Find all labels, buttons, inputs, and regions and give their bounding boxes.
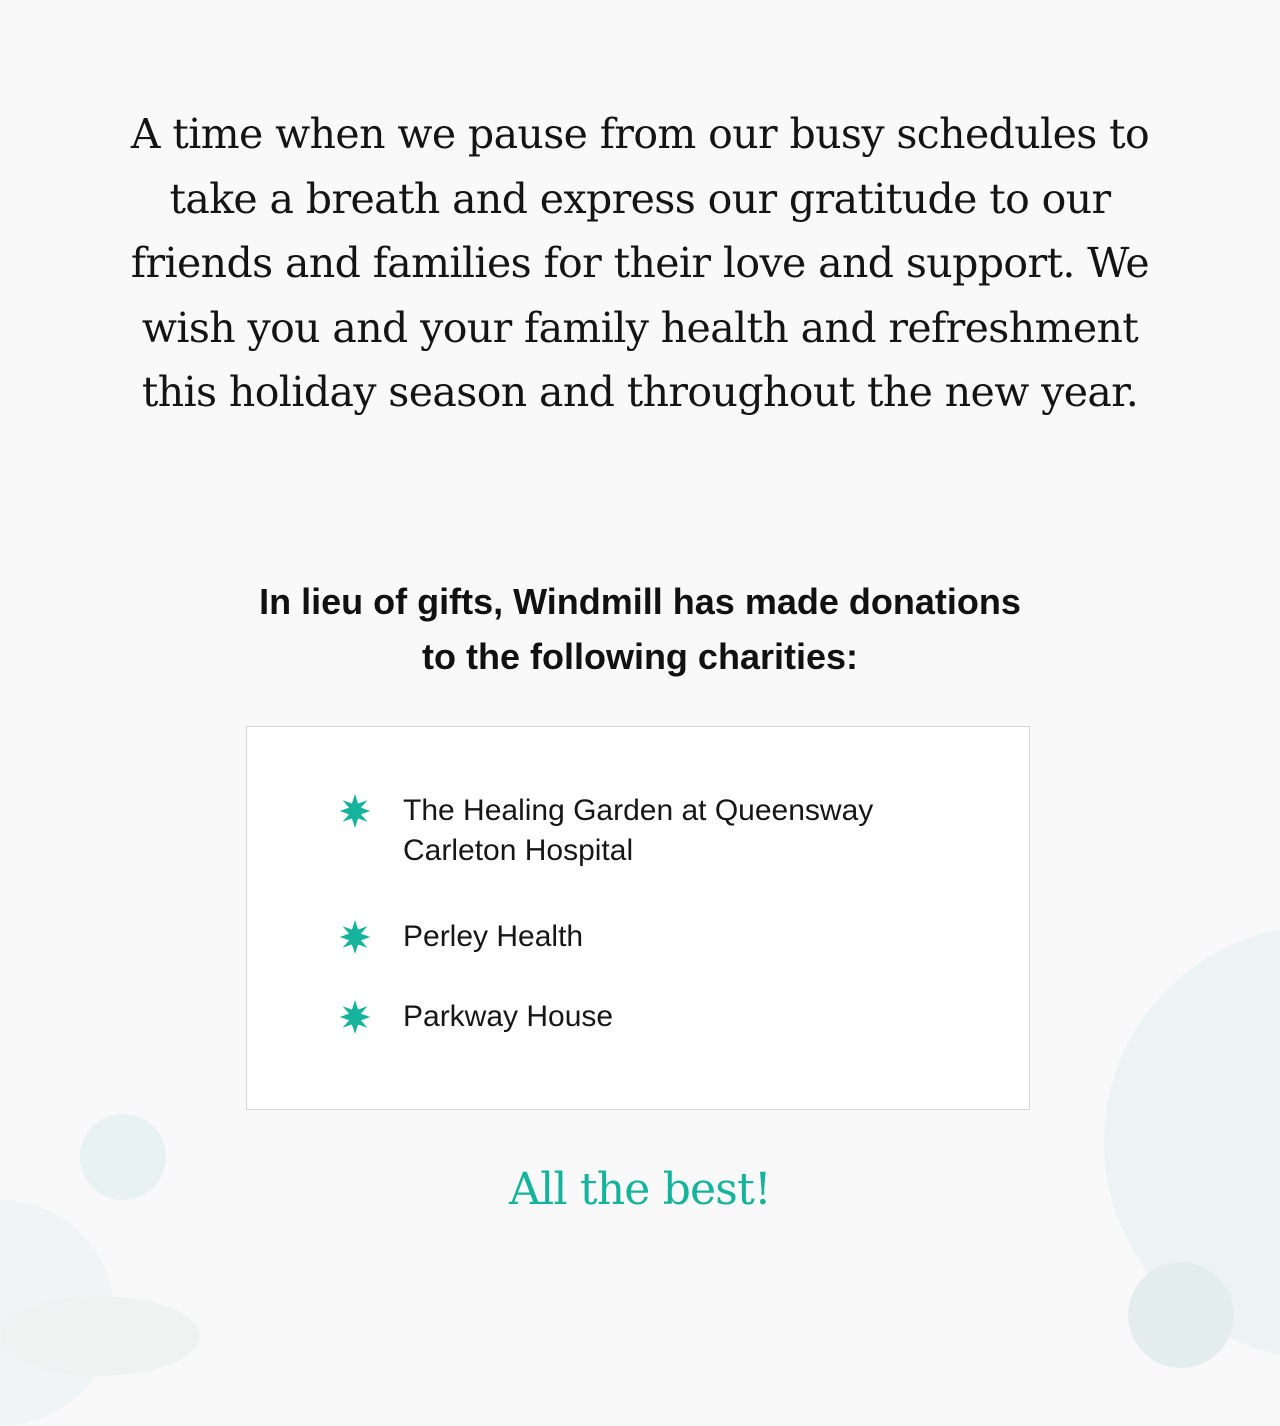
star-icon: [337, 793, 373, 829]
donations-heading-line: In lieu of gifts, Windmill has made donations: [259, 581, 1021, 622]
closing-message: All the best!: [509, 1164, 771, 1215]
decorative-circle: [1128, 1262, 1234, 1368]
decorative-circle: [0, 1296, 200, 1376]
charity-list-box: [246, 726, 1030, 1110]
intro-message: A time when we pause from our busy schedules to take a breath and express our gratitude to our friends and families for their love and support. We wish you and your family health and refreshment this holiday season and throughout the new year.: [130, 110, 1150, 416]
charity-label-line: The Healing Garden at Queensway: [403, 794, 874, 827]
decorative-circle: [1104, 926, 1280, 1358]
star-icon: [337, 999, 373, 1035]
donations-heading-line: to the following charities:: [421, 636, 858, 677]
charity-label: Parkway House: [403, 1000, 614, 1033]
charity-label-line: Carleton Hospital: [403, 834, 634, 867]
donations-heading: [140, 574, 1140, 684]
decorative-circle: [0, 1200, 114, 1426]
charity-label: Perley Health: [403, 920, 584, 953]
charity-label: [403, 791, 963, 871]
star-icon: [337, 919, 373, 955]
